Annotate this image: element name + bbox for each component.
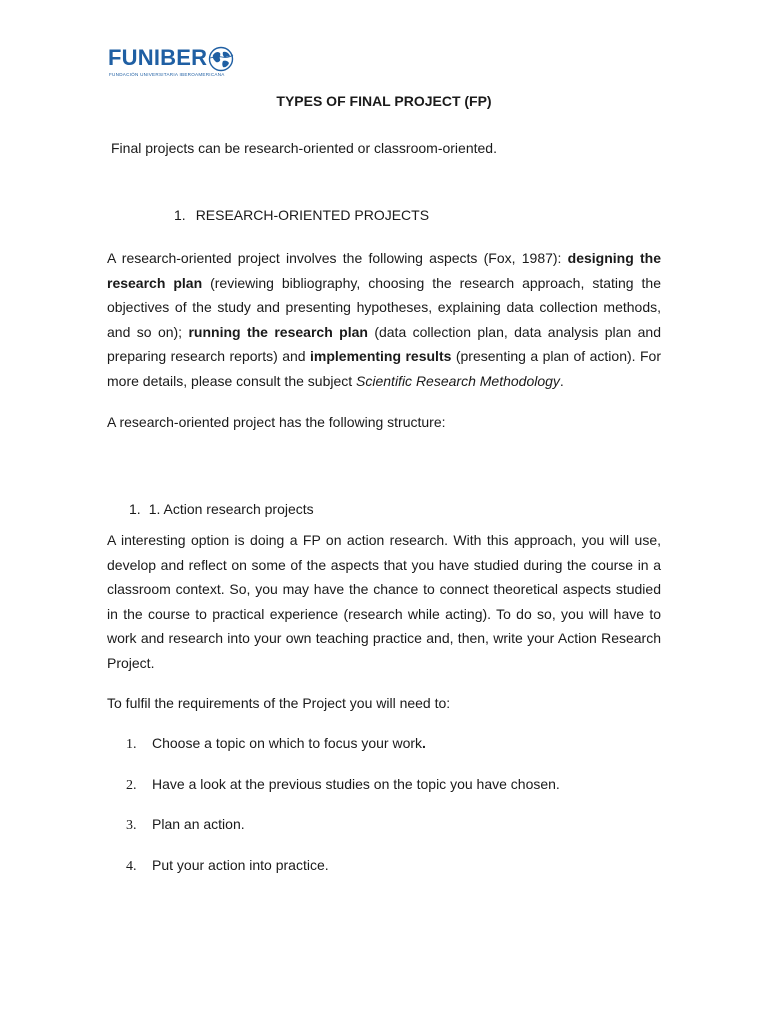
list-item-number: 1. — [126, 737, 137, 752]
list-item-text: Have a look at the previous studies on the topic you have chosen. — [152, 775, 560, 792]
document-title: TYPES OF FINAL PROJECT (FP) — [276, 93, 492, 109]
list-item — [126, 775, 560, 816]
paragraph-text: . — [559, 372, 564, 389]
requirements-paragraph: To fulfil the requirements of the Project you will need to: — [107, 695, 451, 711]
list-item-text: Put your action into practice. — [152, 856, 329, 873]
list-item-number: 4. — [126, 858, 137, 874]
bold-term-designing: designing the research plan — [107, 250, 662, 291]
bold-term-implementing: implementing results — [310, 348, 452, 365]
section-heading-research — [174, 206, 429, 224]
section-number: 1. — [174, 207, 186, 223]
list-item — [126, 856, 560, 897]
paragraph-text: (data collection plan, data analysis plan and preparing research reports) and — [107, 323, 661, 365]
funiber-logo — [108, 44, 238, 84]
paragraph-text: A research-oriented project involves the following aspects (Fox, 1987): — [107, 250, 568, 266]
list-item-number: 3. — [126, 818, 137, 833]
list-item-number: 2. — [126, 777, 137, 793]
section-heading-text: RESEARCH-ORIENTED PROJECTS — [195, 207, 430, 223]
list-item — [126, 734, 560, 775]
globe-icon — [208, 46, 234, 72]
paragraph-text: (reviewing bibliography, choosing the research approach, stating the objectives of the study and presenting hypotheses, explaining data collection methods, and so on); — [107, 274, 661, 340]
italic-subject-name: Scientific Research Methodology — [356, 372, 560, 389]
list-item — [126, 815, 560, 856]
action-research-paragraph: A interesting option is doing a FP on action research. With this approach, you will use, develop and reflect on some of the aspects that you have studied during the course in a classroom context. So, you may have the chance to connect theoretical aspects studied in the course to practical experience (research while acting). To do so, you will have to work and research into your own teaching practice and, then, write your Action Research Project. — [107, 532, 661, 671]
list-item-text: Plan an action. — [152, 816, 245, 832]
logo-wordmark: FUNIBER — [108, 45, 208, 70]
logo-subtitle: FUNDACIÓN UNIVERSITARIA IBEROAMERICANA — [109, 72, 225, 77]
structure-paragraph: A research-oriented project has the following structure: — [107, 414, 446, 430]
research-description-paragraph — [107, 246, 661, 394]
paragraph-text: (presenting a plan of action). For more details, please consult the subject — [107, 348, 661, 389]
subsection-heading-action-research — [129, 500, 314, 518]
list-item-tail: . — [422, 735, 426, 751]
bold-term-running: running the research plan — [188, 323, 368, 340]
subsection-number: 1. — [129, 501, 141, 517]
intro-paragraph: Final projects can be research-oriented or classroom-oriented. — [111, 140, 497, 156]
list-item-text: Choose a topic on which to focus your work — [152, 735, 423, 751]
subsection-heading-text: 1. Action research projects — [148, 501, 314, 517]
requirements-list — [126, 734, 560, 896]
